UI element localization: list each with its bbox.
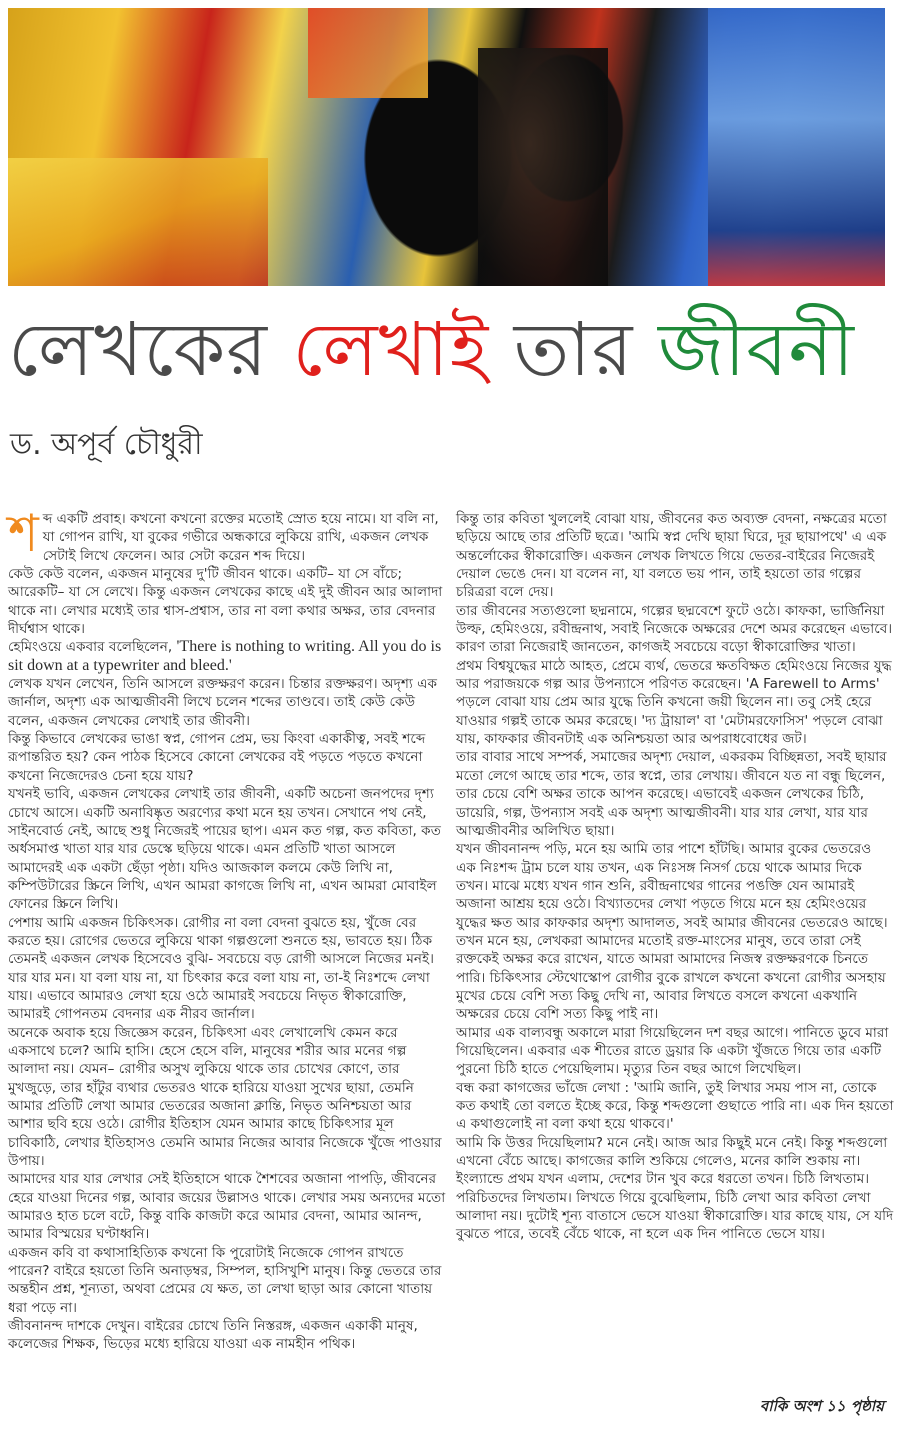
continued-on-page-note: বাকি অংশ ১১ পৃষ্ঠায় (759, 1397, 884, 1415)
title-word-1: লেখকের (8, 307, 268, 393)
paragraph: শব্দ একটি প্রবাহ। কখনো কখনো রক্তের মতোই স্রোত হয়ে নামে। যা বলি না, যা গোপন রাখি, যা বুকের গভীরে অন্ধকারে লুকিয়ে রাখি, একজন লেখক সেটাই লিখে ফেলেন। আর সেটা করেন শব্দ দিয়ে। (8, 504, 439, 564)
author-byline: ড. অপূর্ব চৌধুরী (10, 427, 203, 462)
paragraph: একজন কবি বা কথাসাহিত্যিক কখনো কি পুরোটাই নিজেকে গোপন রাখতে পারেন? বাইরে হয়তো তিনি অনাড়ম্বর, সিম্পল, হাসিখুশি মানুষ। কিন্তু ভেতরে তার অন্তহীন প্রশ্ন, শূন্যতা, অথবা প্রেমের যে ক্ষত, তা লেখা ছাড়া আর কোনো খাতায় ধরা পড়ে না। (8, 1244, 442, 1316)
paragraph: তার বাবার সাথে সম্পর্ক, সমাজের অদৃশ্য দেয়াল, একরকম বিচ্ছিন্নতা, সবই ছায়ার মতো লেগে আছে তার শব্দে, তার স্বপ্নে, তার লেখায়। জীবনে যত না বন্ধু ছিলেন, তার চেয়ে বেশি অক্ষর তাকে আপন করেছে। এভাবেই একজন লেখকের চিঠি, ডায়েরি, গল্প, উপন্যাস সবই এক অদৃশ্য আত্মজীবনী। যার যার লেখা, যার যার আত্মজীবনীর অলিখিত ছায়া। (456, 749, 887, 839)
paragraph: কেউ কেউ বলেন, একজন মানুষের দু'টি জীবন থাকে। একটি– যা সে বাঁচে; আরেকটি– যা সে লেখে। কিন্তু একজন লেখকের কাছে এই দুই জীবন আর আলাদা থাকে না। লেখার মধ্যেই তার শ্বাস-প্রশ্বাস, তার না বলা কথার অক্ষর, তার বেদনার দীর্ঘশ্বাস থাকে। (8, 566, 443, 638)
paragraph: অনেকে অবাক হয়ে জিজ্ঞেস করেন, চিকিৎসা এবং লেখালেখি কেমন করে একসাথে চলে? আমি হাসি। হেসে হেসে বলি, মানুষের শরীর আর মনের গল্প আলাদা নয়। যেমন– রোগীর অসুখ লুকিয়ে থাকে তার চোখের কোণে, তার মুখজুড়ে, তার হাঁটুর ব্যথার ভেতরও থাকে হারিয়ে যাওয়া সুখের ছায়া, তেমনি আমার প্রতিটি লেখা আমার ভেতরের অজানা ক্লান্তি, নিভৃত অনিশ্চয়তা আর আশার ছবি হয়ে ওঠে। রোগীর ইতিহাস যেমন আমার কাছে চিকিৎসার মূল চাবিকাঠি, লেখার ইতিহাসও তেমনি আমার নিজের আবার নিজেকে খুঁজে পাওয়ার উপায়। (8, 1024, 442, 1170)
english-quote: 'There is nothing to writing. All you do is sit down at a typewriter and bleed.' (8, 638, 442, 674)
title-word-3: তার (513, 307, 634, 393)
paragraph: জীবনানন্দ দাশকে দেখুন। বাইরের চোখে তিনি নিস্তরঙ্গ, একজন একাকী মানুষ, কলেজের শিক্ষক, ভিড়ের মধ্যে হারিয়ে যাওয়া এক নামহীন পথিক। (8, 1318, 418, 1353)
article-column-right (456, 510, 894, 1244)
paragraph: আমাদের যার যার লেখার সেই ইতিহাসে থাকে শৈশবের অজানা পাপড়ি, জীবনের হেরে যাওয়া দিনের গল্প, আবার জয়ের উল্লাসও থাকে। লেখার সময় অন্যদের মতো আমারও হাত চলে বটে, কিন্তু বাকি কাজটা করে আমার বেদনা, আমার আনন্দ, আমার বিস্ময়ের ঘণ্টাধ্বনি। (8, 1171, 446, 1243)
drop-cap: শ (8, 504, 39, 564)
paragraph: যখন জীবনানন্দ পড়ি, মনে হয় আমি তার পাশে হাঁটছি। আমার বুকের ভেতরেও এক নিঃশব্দ ট্রাম চলে যায় তখন, এক নিঃসঙ্গ নিসর্গ চেয়ে থাকে আমার দিকে তখন। মাঝে মধ্যে যখন গান শুনি, রবীন্দ্রনাথের গানের পঙক্তি যেন আমারই অজানা আশ্রয় হয়ে ওঠে। বিখ্যাতদের লেখা পড়তে গিয়ে মনে হয় হেমিংওয়ের যুদ্ধের ক্ষত আর কাফকার অদৃশ্য আদালত, সবই আমার জীবনের ভেতরেও আছে। তখন মনে হয়, লেখকরা আমাদের মতোই রক্ত-মাংসের মানুষ, তবে তারা সেই রক্তকেই অক্ষর করে রাখেন, যাতে আমরা আমাদের নিজস্ব রক্তক্ষরণকে চিনতে পারি। চিকিৎসার স্টেথোস্কোপ রোগীর বুকে রাখলে কখনো কখনো রোগীর অসহায় মুখের চেয়ে বেশি সত্য কিছু দেখি না, আবার লিখতে বসলে কখনো একখানি অক্ষরের চেয়ে বেশি সত্য কিছু পাই না। (456, 841, 888, 1023)
paragraph: আমার এক বাল্যবন্ধু অকালে মারা গিয়েছিলেন দশ বছর আগে। পানিতে ডুবে মারা গিয়েছিলেন। একবার এক শীতের রাতে ড্রয়ার কি একটা খুঁজতে গিয়ে তার একটি পুরনো চিঠি হাতে পেয়েছিলাম। মৃত্যুর তিন বছর আগে লিখেছিল। (456, 1024, 889, 1078)
paragraph: যখনই ভাবি, একজন লেখকের লেখাই তার জীবনী, একটি অচেনা জনপদের দৃশ্য চোখে আসে। একটি অনাবিষ্কৃত অরণ্যের কথা মনে হয় তখন। সেখানে পথ নেই, সাইনবোর্ড নেই, আছে শুধু নিজেরই পায়ের ছাপ। এমন কত গল্প, কত কবিতা, কত অর্ধসমাপ্ত খাতা যার যার ডেস্কে ছড়িয়ে থাকে। এমন প্রতিটি খাতা আসলে আমাদেরই এক একটা ছেঁড়া পৃষ্ঠা। যদিও আজকাল কলমে কেউ লিখি না, কম্পিউটারের স্ক্রিনে লিখি, এখন আমরা কাগজে লিখি না, এখন আমরা মোবাইল ফোনের স্ক্রিনে লিখি। (8, 786, 441, 913)
paragraph-hemingway-quote: হেমিংওয়ে একবার বলেছিলেন, 'There is nothing to writing. All you do is sit down at a typewriter and bleed.' (8, 638, 442, 674)
paragraph: আমি কি উত্তর দিয়েছিলাম? মনে নেই। আজ আর কিছুই মনে নেই। কিন্তু শব্দগুলো এখনো বেঁচে আছে। কাগজের কালি শুকিয়ে গেলেও, মনের কালি শুকায় না। (456, 1134, 888, 1170)
paragraph: কিন্তু তার কবিতা খুললেই বোঝা যায়, জীবনের কত অব্যক্ত বেদনা, নক্ষত্রের মতো ছড়িয়ে আছে তার প্রতিটি ছত্রে। 'আমি স্বপ্ন দেখি ছায়া ঘিরে, দূর ছায়াপথে' এ এক অন্তর্লোকের স্বীকারোক্তি। একজন লেখক লিখতে গিয়ে ভেতর-বাইরের নিজেরই দেয়াল ভেঙে দেন। যা বলেন না, যা বলতে ভয় পান, তাই হয়তো তার গল্পের চরিত্ররা বলে দেয়। (456, 511, 887, 601)
header-painting-image (8, 8, 885, 286)
paragraph: পেশায় আমি একজন চিকিৎসক। রোগীর না বলা বেদনা বুঝতে হয়, খুঁজে বের করতে হয়। রোগের ভেতরে লুকিয়ে থাকা গল্পগুলো শুনতে হয়, ভাবতে হয়। ঠিক তেমনই একজন লেখক হিসেবেও বুঝি- সবচেয়ে বড় রোগী আসলে নিজের মনই। যার যার মন। যা বলা যায় না, যা চিৎকার করে বলা যায় না, তা-ই নিঃশব্দে লেখা যায়। এভাবে আমারও লেখা হয়ে ওঠে আমারই সবচেয়ে নিভৃত স্বীকারোক্তি, আমারই গোপনতম বেদনার এক নীরব জার্নাল। (8, 914, 434, 1023)
title-word-4: জীবনী (657, 307, 855, 393)
paragraph: ইংল্যান্ডে প্রথম যখন এলাম, দেশের টান খুব করে ধরতো তখন। চিঠি লিখতাম। পরিচিতদের লিখতাম। লিখতে গিয়ে বুঝেছিলাম, চিঠি লেখা আর কবিতা লেখা আলাদা নয়। দুটোই শূন্য বাতাসে ভেসে যাওয়া স্বীকারোক্তি। যার কাছে যায়, সে যদি বুঝতে পারে, তবেই বেঁচে থাকে, না হলে এক দিন পানিতে ভেসে যায়। (456, 1171, 894, 1243)
title-word-2: লেখাই (292, 307, 490, 393)
paragraph: লেখক যখন লেখেন, তিনি আসলে রক্তক্ষরণ করেন। চিন্তার রক্তক্ষরণ। অদৃশ্য এক জার্নাল, অদৃশ্য এক আত্মজীবনী লিখে চলেন শব্দের তাণ্ডবে। তাই কেউ কেউ বলেন, একজন লেখকের লেখাই তার জীবনী। (8, 676, 437, 729)
article-column-left (8, 504, 448, 1354)
paragraph: তার জীবনের সত্যগুলো ছদ্মনামে, গল্পের ছদ্মবেশে ফুটে ওঠে। কাফকা, ভার্জিনিয়া উল্ফ, হেমিংওয়ে, রবীন্দ্রনাথ, সবাই নিজেকে অক্ষরের দেশে অমর করেছেন এভাবে। কারণ তারা নিজেরাই জানতেন, কাগজই সবচেয়ে বড়ো স্বীকারোক্তির খাতা। (456, 602, 893, 656)
article-title (8, 300, 855, 400)
paragraph: কিন্তু কিভাবে লেখকের ভাঙা স্বপ্ন, গোপন প্রেম, ভয় কিংবা একাকীত্ব, সবই শব্দে রূপান্তরিত হয়? কেন পাঠক হিসেবে কোনো লেখকের বই পড়তে পড়তে কখনো কখনো নিজেদেরও চেনা হয়ে যায়? (8, 731, 426, 784)
paragraph: বন্ধ করা কাগজের ভাঁজে লেখা : 'আমি জানি, তুই লিখার সময় পাস না, তোকে কত কথাই তো বলতে ইচ্ছে করে, কিন্তু শব্দগুলো গুছাতে পারি না। এক দিন হয়তো এ কথাগুলোই না বলা কথা হয়ে থাকবে।' (456, 1079, 894, 1133)
paragraph: প্রথম বিশ্বযুদ্ধের মাঠে আহত, প্রেমে ব্যর্থ, ভেতরে ক্ষতবিক্ষত হেমিংওয়ে নিজের যুদ্ধ আর পরাজয়কে গল্প আর উপন্যাসে পরিণত করেছেন। 'A Farewell to Arms' পড়লে বোঝা যায় প্রেম আর যুদ্ধে তিনি কখনো জয়ী ছিলেন না। তবু সেই হেরে যাওয়ার গল্পই তাকে অমর করেছে। 'দ্য ট্রায়াল' বা 'মেটামরফোসিস' পড়লে বোঝা যায়, কাফকার জীবনটাই এক অনিশ্চয়তা আর অপরাধবোধের জট। (456, 657, 892, 748)
